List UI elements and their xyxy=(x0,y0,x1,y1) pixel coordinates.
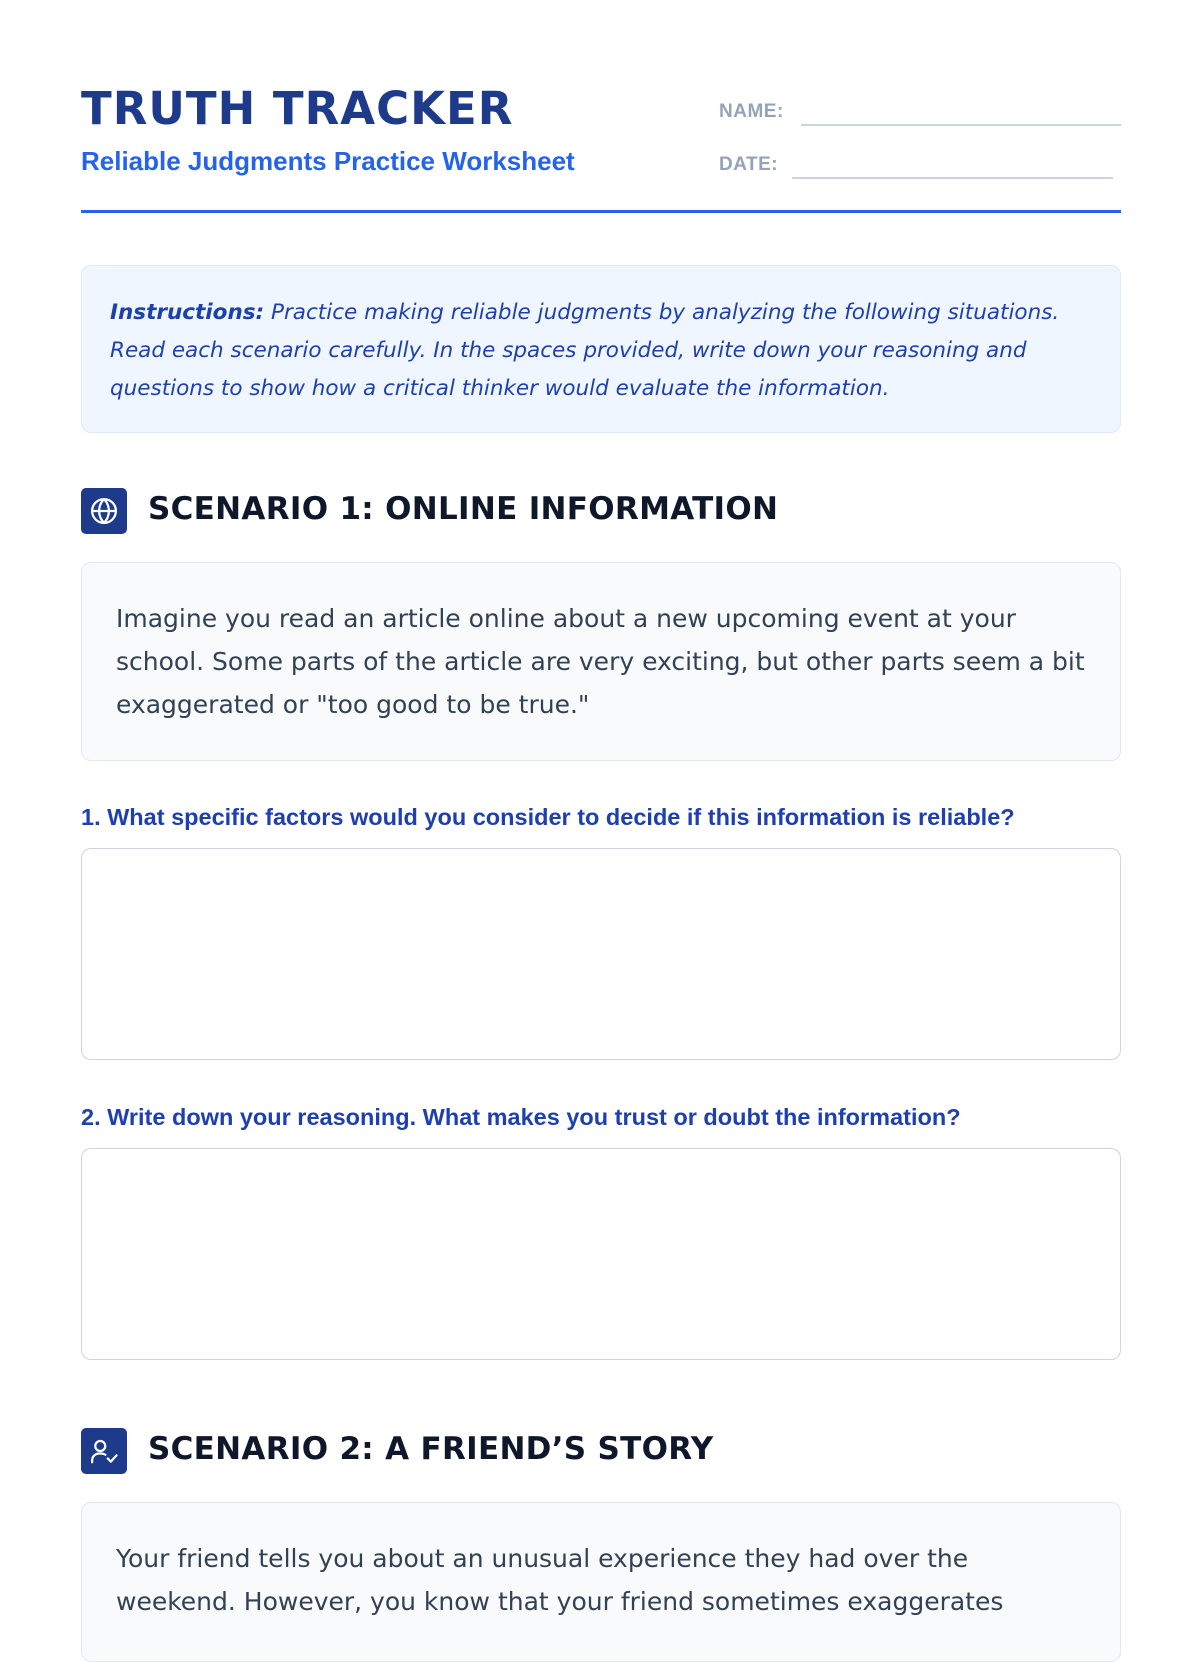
scenario-1-answer-2[interactable] xyxy=(81,1148,1121,1360)
instructions-box xyxy=(81,265,1121,433)
scenario-2-heading xyxy=(81,1428,1121,1474)
scenario-1-title: SCENARIO 1: ONLINE INFORMATION xyxy=(148,491,779,527)
instructions-lead: Instructions: xyxy=(110,300,265,325)
date-label: DATE: xyxy=(719,154,779,175)
scenario-1-question-2: 2. Write down your reasoning. What makes you trust or doubt the information? xyxy=(81,1104,961,1130)
scenario-1-question-1: 1. What specific factors would you consider to decide if this information is reliable? xyxy=(81,804,1015,830)
date-row xyxy=(719,148,1121,178)
scenario-2-description: Your friend tells you about an unusual experience they had over the weekend. However, you know that your friend sometimes exaggerates xyxy=(81,1502,1121,1662)
user-check-icon xyxy=(81,1428,127,1474)
page-subtitle: Reliable Judgments Practice Worksheet xyxy=(81,146,575,176)
worksheet-header xyxy=(81,78,1121,213)
name-field[interactable] xyxy=(801,95,1121,126)
scenario-1-answer-1[interactable] xyxy=(81,848,1121,1060)
name-row xyxy=(719,95,1121,125)
page-title: TRUTH TRACKER xyxy=(81,82,514,135)
globe-icon xyxy=(81,488,127,534)
name-label: NAME: xyxy=(719,101,784,122)
scenario-2-title: SCENARIO 2: A FRIEND’S STORY xyxy=(148,1431,714,1467)
scenario-1-description: Imagine you read an article online about a new upcoming event at your school. Some parts of the article are very exciting, but other parts seem a bit exaggerated or "too good to be true." xyxy=(81,562,1121,761)
instructions-text: Practice making reliable judgments by analyzing the following situations. Read each scenario carefully. In the spaces provided, write down your reasoning and questions to show how a critical thinker would evaluate the information. xyxy=(110,300,1060,401)
date-field[interactable] xyxy=(792,148,1113,179)
scenario-1-heading xyxy=(81,488,1121,534)
